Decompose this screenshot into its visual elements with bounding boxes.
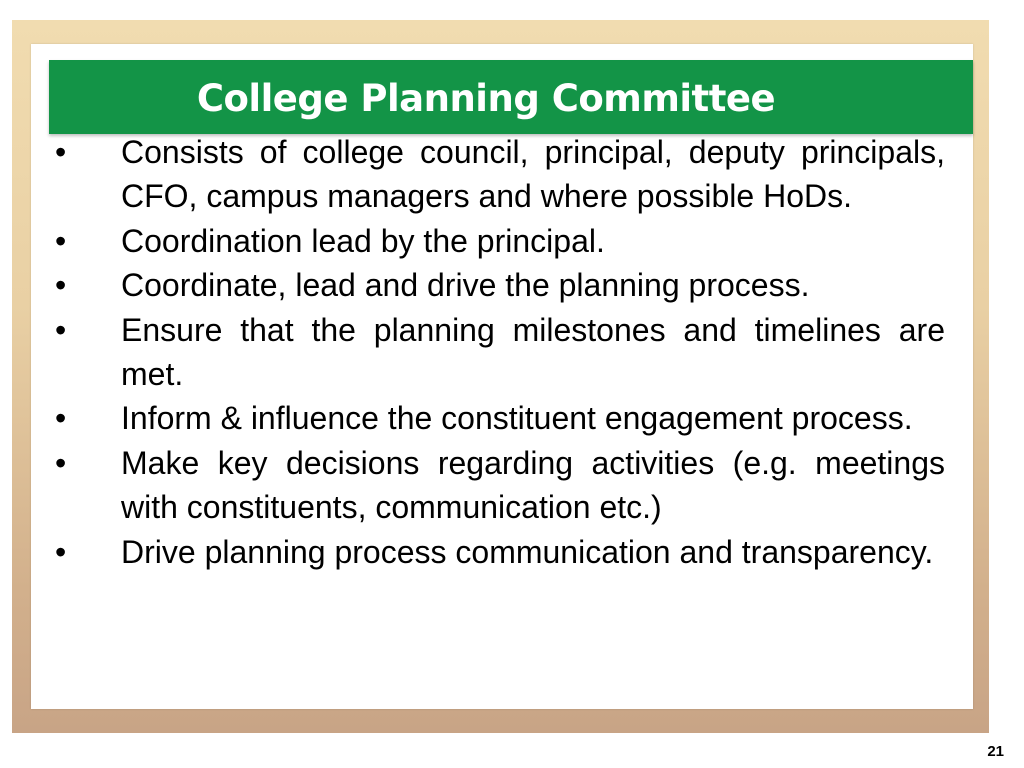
- bullet-item: [55, 530, 945, 574]
- bullet-text: Coordinate, lead and drive the planning process.: [121, 267, 810, 304]
- slide-title: College Planning Committee: [196, 77, 776, 120]
- bullet-item: [55, 308, 945, 397]
- bullet-marker: •: [55, 222, 67, 259]
- bullet-text: Inform & influence the constituent engagement process.: [121, 400, 913, 437]
- bullet-marker: •: [55, 400, 67, 437]
- bullet-marker: •: [55, 134, 67, 170]
- bullet-item: [55, 130, 945, 219]
- bullet-text: Drive planning process communication and transparency.: [121, 533, 934, 570]
- bullet-text: Ensure that the planning milestones and timelines are met.: [121, 311, 945, 393]
- bullet-text: Coordination lead by the principal.: [121, 222, 605, 259]
- bullet-marker: •: [55, 444, 67, 481]
- bullet-item: [55, 263, 945, 307]
- bullet-item: [55, 441, 945, 530]
- slide-number: 21: [987, 743, 1004, 760]
- bullet-item: [55, 396, 945, 440]
- bullet-item: [55, 219, 945, 263]
- bullet-marker: •: [55, 533, 67, 570]
- bullet-list: [55, 130, 945, 574]
- title-bar: [49, 60, 973, 134]
- bullet-text: Consists of college council, principal, deputy principals, CFO, campus managers and where possible HoDs.: [121, 134, 945, 215]
- bullet-text: Make key decisions regarding activities (e.g. meetings with constituents, communication etc.): [121, 444, 945, 526]
- bullet-marker: •: [55, 311, 67, 348]
- bullet-marker: •: [55, 267, 67, 304]
